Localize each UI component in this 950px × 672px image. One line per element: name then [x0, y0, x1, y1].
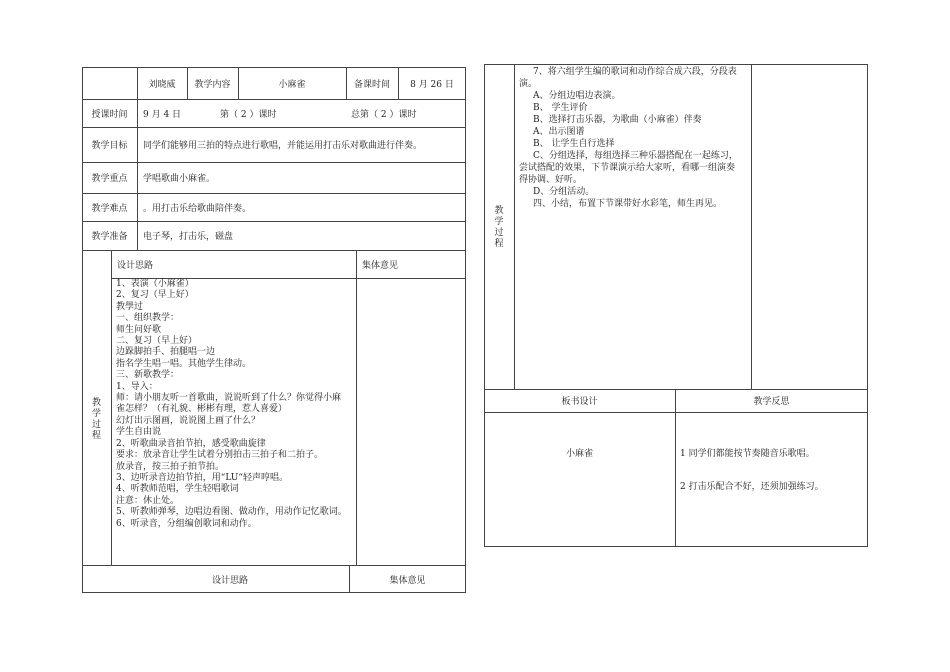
- process-label-char: 教: [91, 398, 101, 408]
- footer-opinion-label: 集体意见: [389, 575, 426, 586]
- focus-label: 教学重点: [91, 174, 128, 184]
- process-label-char: 教: [494, 206, 504, 216]
- process-line: A、出示图谱: [533, 127, 585, 137]
- total-lesson-number: 总第（ 2 ）课时: [351, 109, 417, 120]
- prep-value: 电子琴，打击乐，磁盘: [143, 232, 234, 242]
- process-line: 尝试搭配的效果，下节课演示给大家听，看哪一组演奏: [519, 163, 736, 173]
- process-line: 2、听歌曲录音拍节拍，感受歌曲旋律: [116, 438, 266, 449]
- reflection-header: 教学反思: [753, 397, 790, 407]
- process-line: 得协调、好听。: [519, 175, 583, 185]
- prep-time-value: 8 月 26 日: [410, 79, 454, 90]
- process-line: 师生问好歌: [116, 324, 162, 335]
- left-col-divider: [356, 250, 357, 565]
- process-label-char: 学: [91, 409, 101, 419]
- goal-value: 同学们能够用三拍的特点进行歌唱，并能运用打击乐对歌曲进行伴奏。: [143, 141, 423, 151]
- process-line: A、分组边唱边表演。: [533, 91, 621, 101]
- process-line: 教學过: [116, 301, 144, 312]
- process-line: 1、表演（小麻雀）: [116, 279, 194, 289]
- process-line: D、分组活动。: [533, 187, 595, 197]
- goal-label: 教学目标: [91, 141, 128, 151]
- process-line: 四、小结，布置下节课带好水彩笔，师生再见。: [533, 199, 723, 209]
- design-header: 设计思路: [117, 260, 154, 271]
- board-header: 板书设计: [561, 397, 598, 407]
- prep-label: 教学准备: [91, 232, 128, 242]
- process-line: 5、听教师弹琴，边唱边看图、做动作，用动作记忆歌词。: [116, 507, 347, 518]
- process-line: B、 学生评价: [533, 103, 588, 113]
- difficulty-value: 。用打击乐给歌曲陪伴奏。: [143, 203, 252, 214]
- process-label-char: 过: [494, 228, 504, 238]
- footer-design-label: 设计思路: [211, 575, 248, 586]
- process-line: B、选择打击乐器，为歌曲（小麻雀）伴奏: [533, 115, 702, 125]
- right-col-divider: [751, 64, 752, 389]
- process-label-char: 程: [91, 431, 101, 441]
- left-process-content: [116, 279, 356, 530]
- left-col-divider: [111, 250, 112, 565]
- time-date: 9 月 4 日: [143, 109, 182, 120]
- process-line: 三、新歌教学：: [116, 370, 180, 381]
- process-line: 边跺脚拍手、拍腿唱一边: [116, 347, 216, 358]
- opinion-header: 集体意见: [362, 260, 399, 271]
- process-line: 二、复习（早上好）: [116, 336, 198, 347]
- process-line: 一、组织教学：: [116, 313, 180, 324]
- process-line: 2、复习（早上好）: [116, 290, 194, 301]
- reflection-line: 1 同学们都能按节奏随音乐歌唱。: [680, 448, 815, 459]
- process-line: 学生自由说: [116, 427, 162, 438]
- process-line: 7、将六组学生编的歌词和动作综合成六段，分段表: [533, 67, 737, 77]
- reflection-line: 2 打击乐配合不好，还须加强练习。: [680, 481, 824, 492]
- left-process-label: [82, 390, 111, 450]
- process-line: 要求：放录音让学生试着分别拍击三拍子和二拍子。: [116, 450, 324, 461]
- process-line: 雀怎样？（有礼貌、彬彬有理，惹人喜爱）: [116, 404, 288, 415]
- right-col-divider: [675, 389, 676, 547]
- right-col-divider: [514, 64, 515, 389]
- process-line: 4、听教师范唱，学生轻唱歌词: [116, 484, 239, 495]
- process-line: 3、边听录音边拍节拍，用“LU“轻声哼唱。: [116, 472, 288, 483]
- difficulty-label: 教学难点: [91, 203, 128, 214]
- time-label: 授课时间: [91, 109, 128, 120]
- process-line: 放录音，按三拍子拍节拍。: [116, 461, 225, 472]
- prep-time-label: 备课时间: [353, 79, 390, 90]
- process-line: B、 让学生自行选择: [533, 139, 615, 149]
- process-line: 1、导入：: [116, 381, 158, 392]
- board-value: 小麻雀: [565, 448, 593, 459]
- process-label-char: 程: [494, 239, 504, 249]
- teacher-name: 刘晓威: [148, 79, 176, 90]
- content-value: 小麻雀: [278, 79, 306, 90]
- focus-value: 学唱歌曲小麻雀。: [143, 174, 216, 184]
- process-line: 演。: [519, 79, 538, 89]
- process-line: 6、听录音，分组编创歌词和动作。: [116, 518, 257, 529]
- process-line: 指名学生唱一唱。其他学生律动。: [116, 358, 252, 369]
- right-row-divider: [484, 412, 868, 413]
- process-label-char: 过: [91, 420, 101, 430]
- process-label-char: 学: [494, 217, 504, 227]
- right-process-content: [519, 66, 751, 210]
- process-line: 师：请小朋友听一首歌曲，说说听到了什么？你觉得小麻: [116, 393, 342, 404]
- right-process-label: [484, 198, 514, 258]
- process-line: C、分组选择，每组选择三种乐器搭配在一起练习，: [533, 151, 738, 161]
- content-label: 教学内容: [194, 79, 231, 90]
- lesson-number: 第（ 2 ）课时: [220, 109, 277, 120]
- process-line: 注意：休止处。: [116, 495, 180, 506]
- process-line: 幻灯出示图画，说说图上画了什么？: [116, 415, 261, 426]
